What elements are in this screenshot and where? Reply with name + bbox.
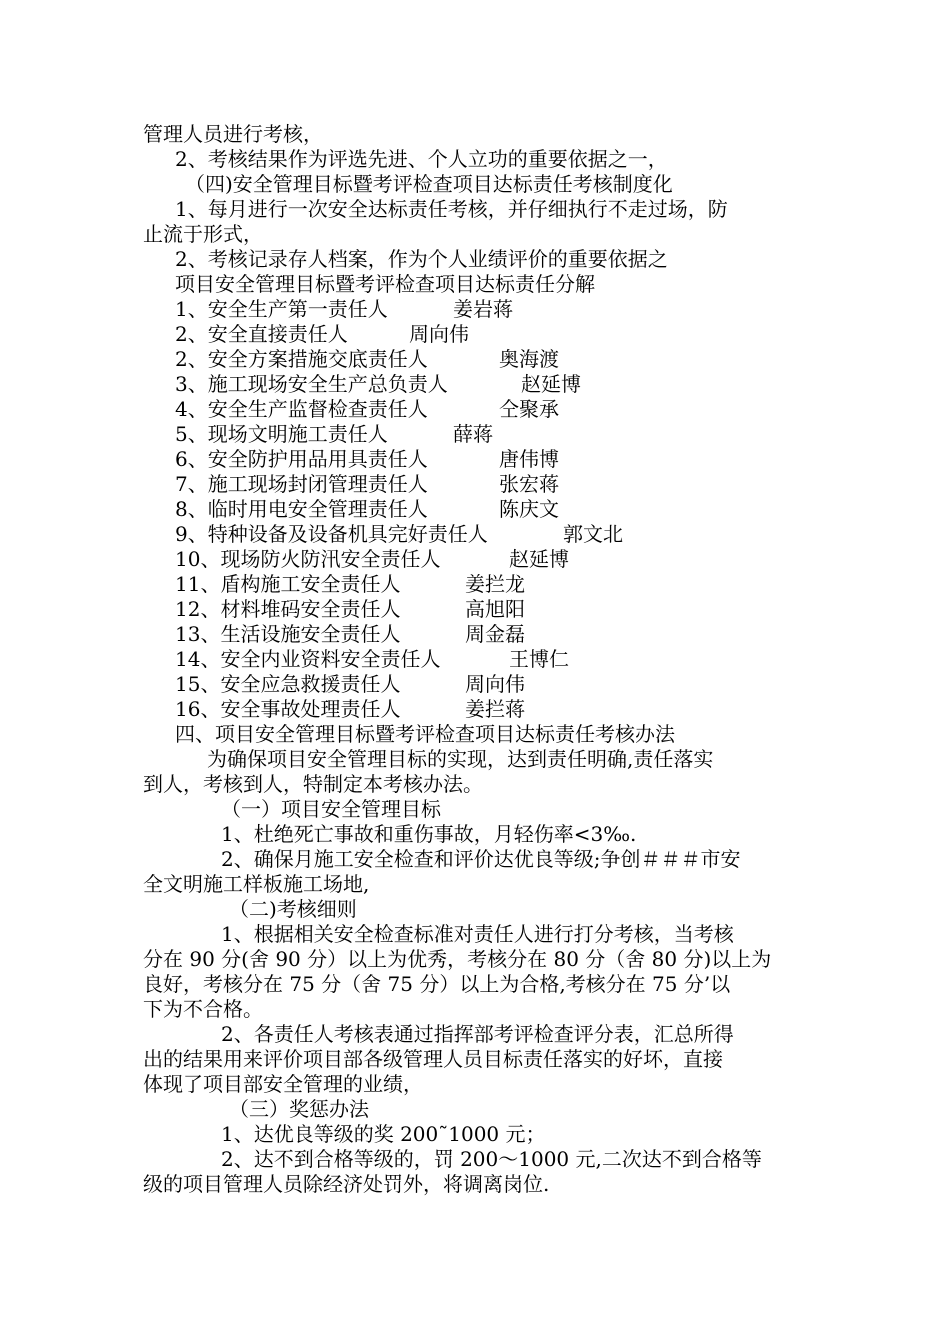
responsibility-role: 4、安全生产监督检查责任人 (175, 397, 428, 421)
text-line: 到人，考核到人，特制定本考核办法。 (143, 772, 483, 796)
responsible-person-name: 高旭阳 (465, 597, 525, 621)
responsibility-row (143, 397, 813, 422)
responsibility-role: 14、安全内业资料安全责任人 (175, 647, 441, 671)
responsibility-row (143, 547, 813, 572)
responsibility-role: 1、安全生产第一责任人 (175, 297, 388, 321)
section-heading: （四)安全管理目标暨考评检查项目达标责任考核制度化 (185, 172, 673, 196)
responsible-person-name: 薛蒋 (453, 422, 493, 446)
text-line: 体现了项目部安全管理的业绩， (143, 1072, 423, 1096)
responsible-person-name: 郭文北 (563, 522, 623, 546)
text-line: 2、考核结果作为评选先进、个人立功的重要依据之一， (175, 147, 668, 171)
subsection-heading: （二)考核细则 (229, 897, 357, 921)
section-heading: 项目安全管理目标暨考评检查项目达标责任分解 (175, 272, 595, 296)
responsibility-row (143, 472, 813, 497)
text-line: 2、各责任人考核表通过指挥部考评检查评分表，汇总所得 (221, 1022, 734, 1046)
text-line: 2、达不到合格等级的，罚 200～1000 元,二次达不到合格等 (221, 1147, 762, 1171)
responsible-person-name: 王博仁 (509, 647, 569, 671)
responsibility-role: 12、材料堆码安全责任人 (175, 597, 401, 621)
responsibility-role: 15、安全应急救援责任人 (175, 672, 401, 696)
responsibility-row (143, 597, 813, 622)
text-line: 为确保项目安全管理目标的实现，达到责任明确,责任落实 (207, 747, 714, 771)
responsible-person-name: 姜拦蒋 (465, 697, 525, 721)
responsible-person-name: 赵延博 (521, 372, 581, 396)
responsibility-role: 6、安全防护用品用具责任人 (175, 447, 428, 471)
responsibility-row (143, 622, 813, 647)
document-body (143, 122, 813, 1197)
text-line: 1、达优良等级的奖 200˜1000 元； (221, 1122, 546, 1146)
text-line: 2、确保月施工安全检查和评价达优良等级;争创＃＃＃市安 (221, 847, 741, 871)
responsible-person-name: 仝聚承 (499, 397, 559, 421)
responsibility-role: 10、现场防火防汛安全责任人 (175, 547, 441, 571)
responsibility-role: 2、安全方案措施交底责任人 (175, 347, 428, 371)
responsibility-role: 8、临时用电安全管理责任人 (175, 497, 428, 521)
text-line: 全文明施工样板施工场地, (143, 872, 370, 896)
subsection-heading: （一）项目安全管理目标 (221, 797, 441, 821)
text-line: 级的项目管理人员除经济处罚外，将调离岗位. (143, 1172, 550, 1196)
text-line: 良好，考核分在 75 分（舍 75 分）以上为合格,考核分在 75 分’以 (143, 972, 731, 996)
responsibility-row (143, 522, 813, 547)
subsection-heading: （三）奖惩办法 (229, 1097, 369, 1121)
text-line: 1、根据相关安全检查标准对责任人进行打分考核，当考核 (221, 922, 734, 946)
responsibility-row (143, 497, 813, 522)
responsibility-role: 13、生活设施安全责任人 (175, 622, 401, 646)
responsibility-list (143, 297, 813, 722)
text-line: 下为不合格。 (143, 997, 263, 1021)
responsibility-role: 16、安全事故处理责任人 (175, 697, 401, 721)
responsibility-role: 9、特种设备及设备机具完好责任人 (175, 522, 488, 546)
responsible-person-name: 姜岩蒋 (453, 297, 513, 321)
responsibility-row (143, 322, 813, 347)
responsibility-row (143, 697, 813, 722)
responsible-person-name: 陈庆文 (499, 497, 559, 521)
responsible-person-name: 张宏蒋 (499, 472, 559, 496)
responsible-person-name: 周向伟 (409, 322, 469, 346)
responsible-person-name: 周金磊 (465, 622, 525, 646)
text-line: 1、每月进行一次安全达标责任考核，并仔细执行不走过场，防 (175, 197, 728, 221)
text-line: 管理人员进行考核， (143, 122, 323, 146)
responsible-person-name: 唐伟博 (499, 447, 559, 471)
responsible-person-name: 赵延博 (509, 547, 569, 571)
responsible-person-name: 周向伟 (465, 672, 525, 696)
responsibility-role: 2、安全直接责任人 (175, 322, 348, 346)
responsibility-row (143, 297, 813, 322)
responsibility-row (143, 672, 813, 697)
responsibility-row (143, 447, 813, 472)
responsibility-role: 7、施工现场封闭管理责任人 (175, 472, 428, 496)
responsible-person-name: 奥海渡 (499, 347, 559, 371)
text-line: 1、杜绝死亡事故和重伤事故，月轻伤率<3‰. (221, 822, 637, 846)
text-line: 止流于形式， (143, 222, 263, 246)
responsibility-role: 5、现场文明施工责任人 (175, 422, 388, 446)
responsible-person-name: 姜拦龙 (465, 572, 525, 596)
responsibility-row (143, 572, 813, 597)
section-heading: 四、项目安全管理目标暨考评检查项目达标责任考核办法 (175, 722, 675, 746)
text-line: 2、考核记录存人档案，作为个人业绩评价的重要依据之 (175, 247, 668, 271)
responsibility-role: 3、施工现场安全生产总负责人 (175, 372, 448, 396)
text-line: 分在 90 分(舍 90 分）以上为优秀，考核分在 80 分（舍 80 分)以上为 (143, 947, 772, 971)
responsibility-row (143, 647, 813, 672)
responsibility-row (143, 347, 813, 372)
responsibility-row (143, 422, 813, 447)
text-line: 出的结果用来评价项目部各级管理人员目标责任落实的好坏，直接 (143, 1047, 723, 1071)
responsibility-role: 11、盾构施工安全责任人 (175, 572, 401, 596)
responsibility-row (143, 372, 813, 397)
